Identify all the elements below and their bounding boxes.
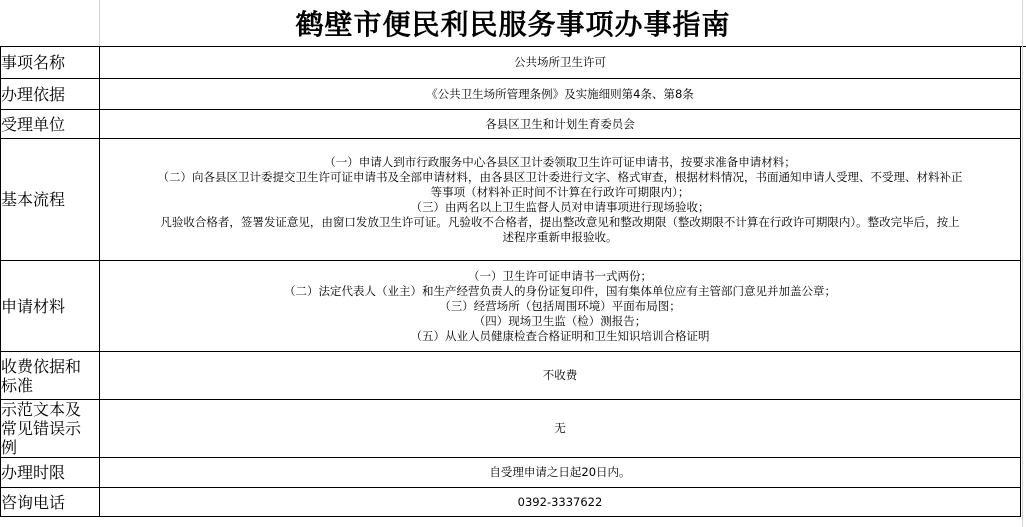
row-label-item-name[interactable]: 事项名称 <box>1 47 100 79</box>
materials-line: （三）经营场所（包括周围环境）平面布局图； <box>439 298 681 313</box>
process-line: （三）由两名以上卫生监督人员对申请事项进行现场验收； <box>410 199 710 214</box>
row-value-time-limit[interactable]: 自受理申请之日起20日内。 <box>100 458 1021 488</box>
guide-table <box>0 46 1021 517</box>
table-row <box>1 352 1021 400</box>
row-value-accepting-unit[interactable]: 各县区卫生和计划生育委员会 <box>100 110 1021 139</box>
materials-line: （五）从业人员健康检查合格证明和卫生知识培训合格证明 <box>410 328 710 343</box>
process-line: 等事项（材料补正时间不计算在行政许可期限内）； <box>430 184 690 199</box>
row-label-time-limit[interactable]: 办理时限 <box>1 458 100 488</box>
row-label-basis[interactable]: 办理依据 <box>1 79 100 110</box>
row-value-basis[interactable]: 《公共卫生场所管理条例》及实施细则第4条、第8条 <box>100 79 1021 110</box>
table-row <box>1 488 1021 517</box>
process-line: （一）申请人到市行政服务中心各县区卫计委领取卫生许可证申请书，按要求准备申请材料； <box>324 154 796 169</box>
document-title: 鹤壁市便民利民服务事项办事指南 <box>0 0 1026 47</box>
row-label-phone[interactable]: 咨询电话 <box>1 488 100 517</box>
row-label-materials[interactable]: 申请材料 <box>1 261 100 352</box>
row-value-item-name[interactable]: 公共场所卫生许可 <box>100 47 1021 79</box>
row-label-process[interactable]: 基本流程 <box>1 139 100 261</box>
fee-label-line: 收费依据和 <box>1 356 82 376</box>
sample-label-line: 示范文本及 <box>1 400 82 419</box>
row-value-materials[interactable] <box>100 261 1021 352</box>
row-label-sample[interactable] <box>1 400 100 458</box>
process-line: （二）向各县区卫计委提交卫生许可证申请书及全部申请材料，由各县区卫计委进行文字、格式审查，根据材料情况，书面通知申请人受理、不受理、材料补正 <box>157 169 963 184</box>
row-label-accepting-unit[interactable]: 受理单位 <box>1 110 100 139</box>
spreadsheet-gridline <box>1022 46 1026 527</box>
table-row <box>1 261 1021 352</box>
table-row <box>1 47 1021 79</box>
table-row <box>1 458 1021 488</box>
row-value-phone[interactable]: 0392-3337622 <box>100 488 1021 517</box>
row-label-fee[interactable] <box>1 352 100 400</box>
row-value-fee[interactable]: 不收费 <box>100 352 1021 400</box>
table-row <box>1 139 1021 261</box>
sample-label-line: 例 <box>1 438 18 457</box>
sample-label-line: 常见错误示 <box>1 419 82 438</box>
process-line: 凡验收合格者，签署发证意见，由窗口发放卫生许可证。凡验收不合格者，提出整改意见和整改期限（整改期限不计算在行政许可期限内）。整改完毕后，按上 <box>160 214 960 229</box>
table-row <box>1 79 1021 110</box>
materials-line: （四）现场卫生监（检）测报告； <box>473 313 647 328</box>
table-row <box>1 400 1021 458</box>
fee-label-line: 标准 <box>1 375 34 395</box>
materials-line: （一）卫生许可证申请书一式两份； <box>468 268 652 283</box>
table-row <box>1 110 1021 139</box>
row-value-sample[interactable]: 无 <box>100 400 1021 458</box>
materials-line: （二）法定代表人（业主）和生产经营负责人的身份证复印件，国有集体单位应有主管部门意见并加盖公章； <box>284 283 836 298</box>
process-line: 述程序重新申报验收。 <box>502 229 618 244</box>
row-value-process[interactable] <box>100 139 1021 261</box>
